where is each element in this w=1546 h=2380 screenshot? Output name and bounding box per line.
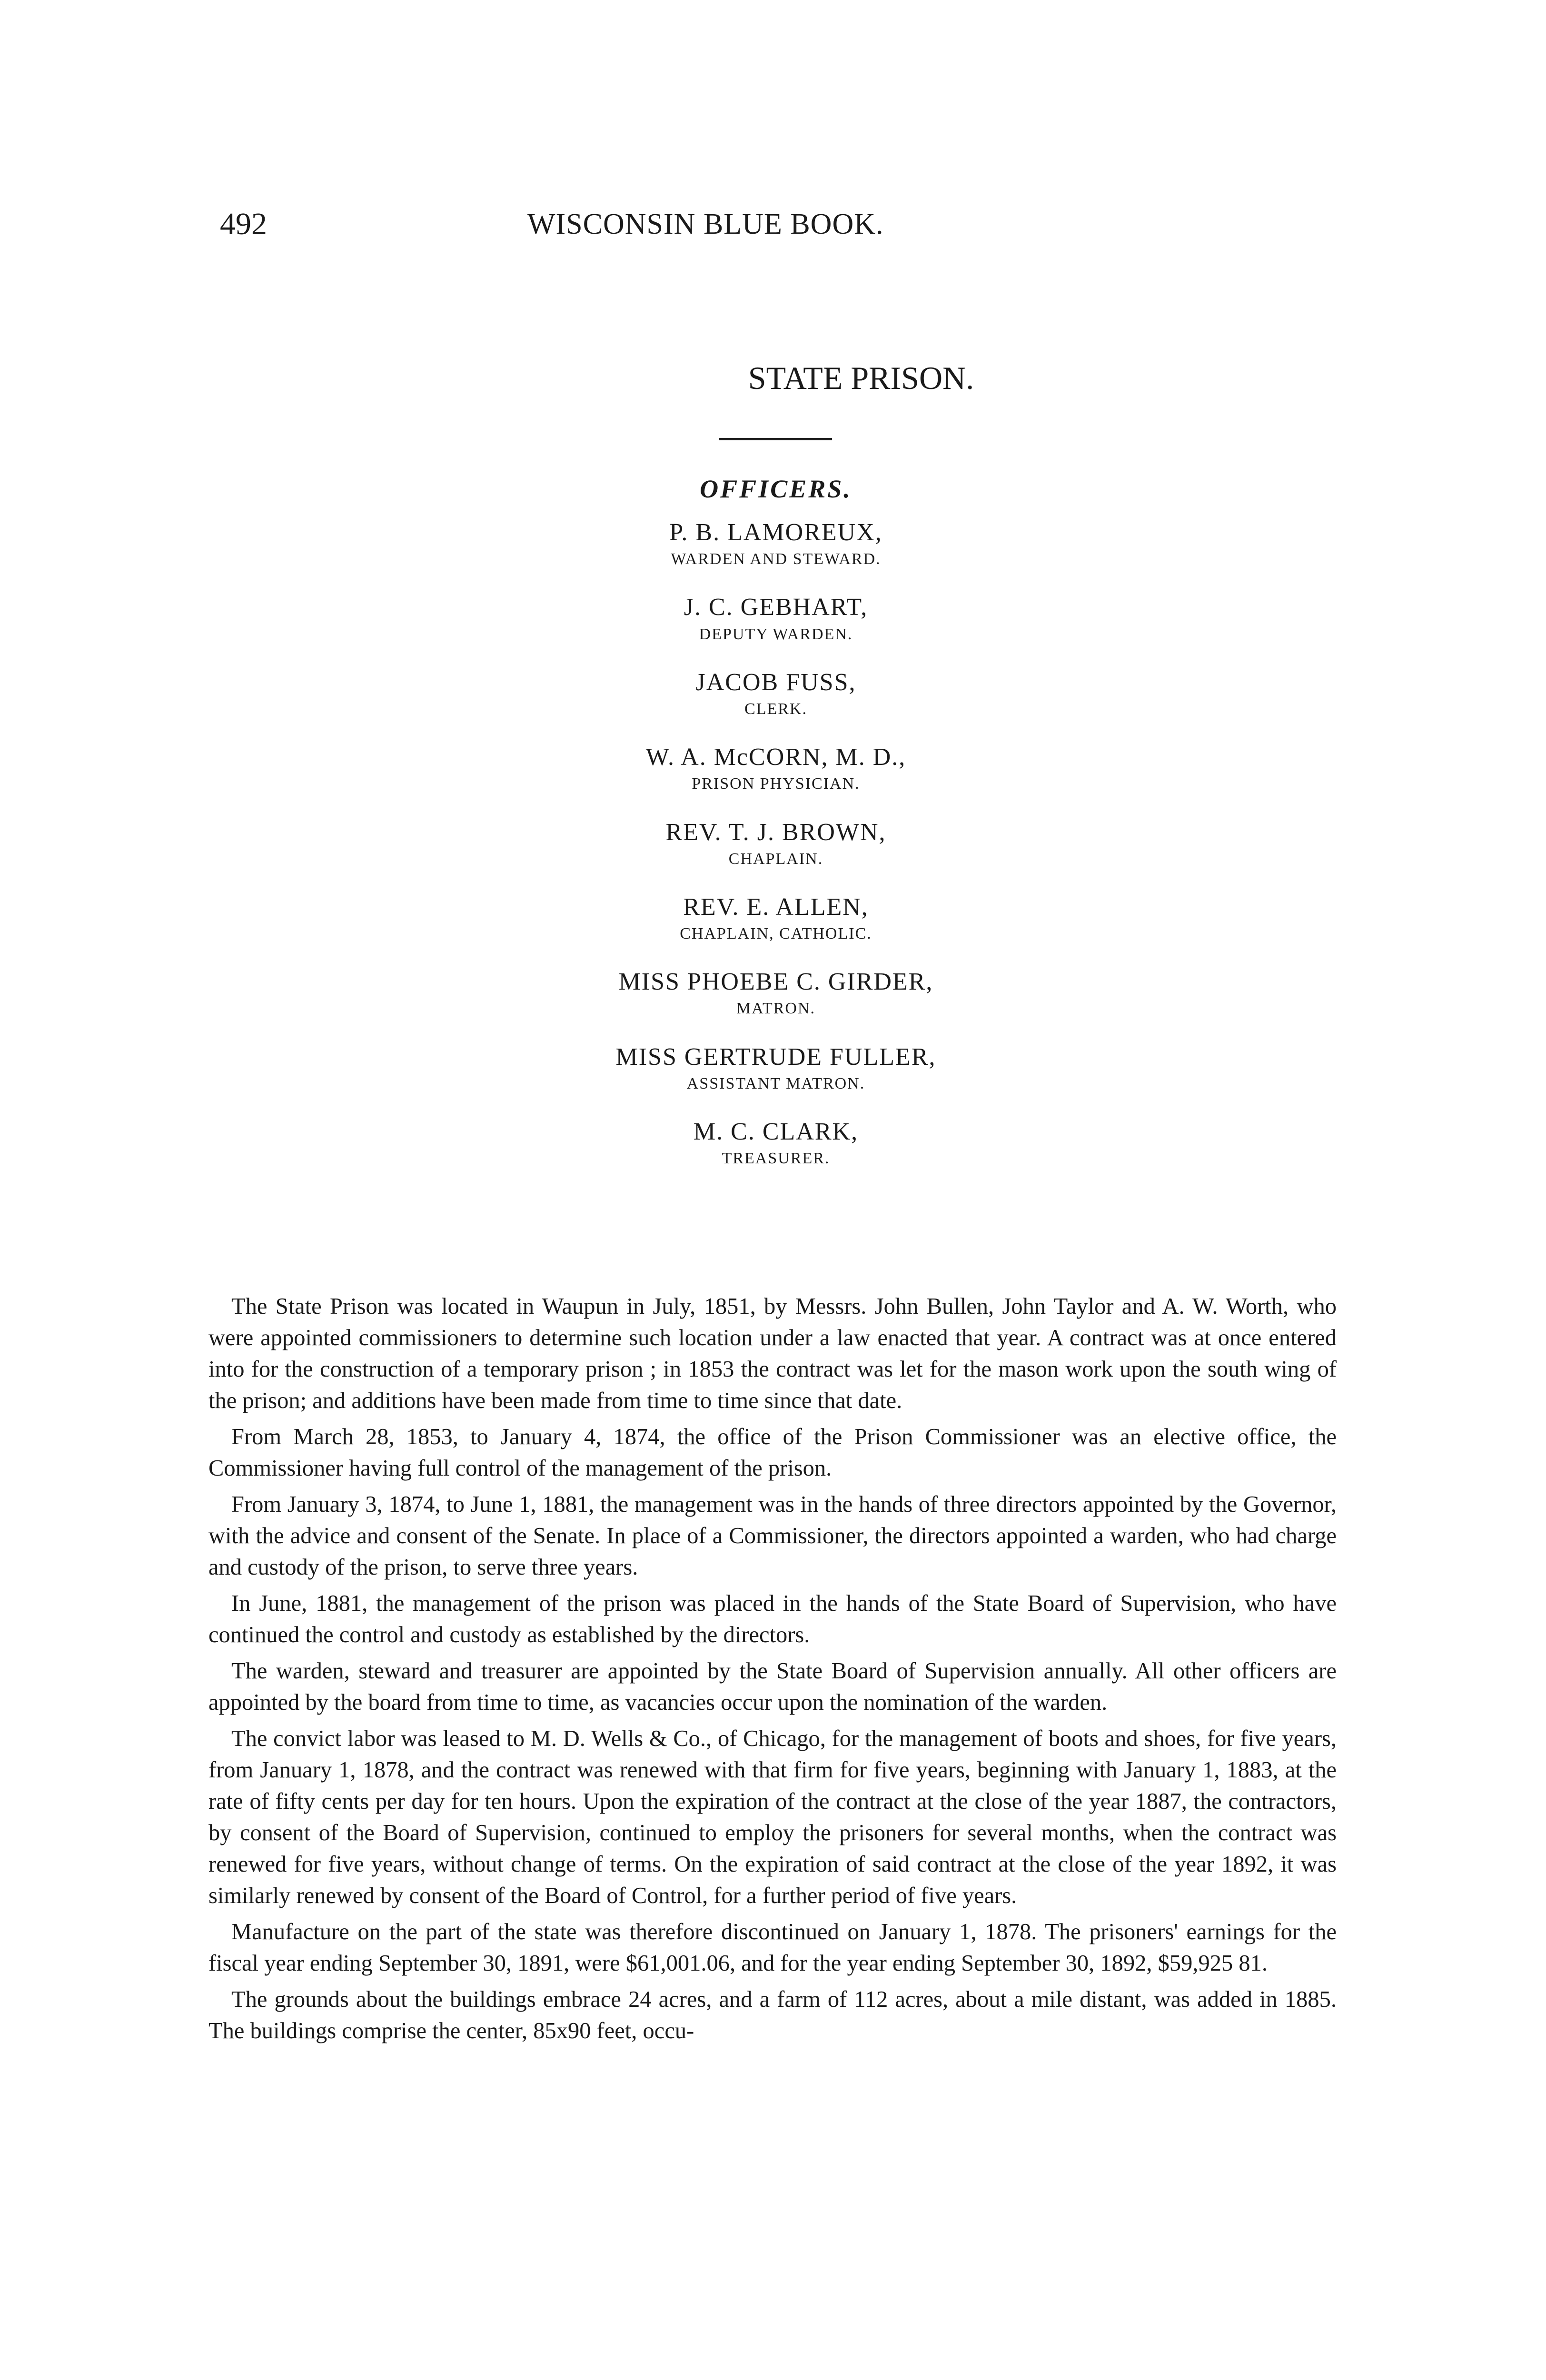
paragraph: The grounds about the buildings embrace 24 acres, and a farm of 112 acres, about a mile distant, was added in 1885. The buildings comprise the center, 85x90 feet, occu-	[208, 1987, 1337, 2043]
officer-title: MATRON.	[736, 1000, 816, 1018]
body-text	[208, 1291, 1337, 2052]
officer-entry	[524, 669, 1028, 720]
officers-heading: OFFICERS.	[700, 475, 852, 503]
officer-name: M. C. CLARK,	[693, 1118, 859, 1145]
officer-entry	[524, 893, 1028, 944]
title-rule	[719, 438, 832, 440]
page-number: 492	[220, 207, 267, 241]
officer-title: CHAPLAIN.	[728, 850, 823, 868]
section-title: STATE PRISON.	[748, 360, 974, 396]
officer-name: J. C. GEBHART,	[684, 594, 868, 621]
officer-name: REV. E. ALLEN,	[683, 893, 869, 921]
officer-name: W. A. McCORN, M. D.,	[645, 744, 906, 771]
paragraph: The State Prison was located in Waupun in July, 1851, by Messrs. John Bullen, John Taylor and A. W. Worth, who were appointed commissioners to determine such location under a law enacted that year. A contract was at once entered into for the construction of a temporary prison ; in 1853 the contract was let for the mason work upon the south wing of the prison; and additions have been made from time to time since that date.	[208, 1294, 1337, 1413]
officer-title: WARDEN AND STEWARD.	[671, 550, 881, 568]
officer-title: ASSISTANT MATRON.	[686, 1074, 865, 1092]
officer-title: CLERK.	[744, 700, 807, 718]
officer-name: P. B. LAMOREUX,	[669, 519, 882, 546]
officer-entry	[524, 594, 1028, 645]
officer-name: MISS PHOEBE C. GIRDER,	[618, 968, 933, 996]
officer-title: CHAPLAIN, CATHOLIC.	[680, 925, 872, 943]
paragraph: In June, 1881, the management of the prison was placed in the hands of the State Board of Supervision, who have continued the control and custody as established by the directors.	[208, 1591, 1337, 1647]
officer-name: JACOB FUSS,	[695, 668, 856, 696]
officer-name: MISS GERTRUDE FULLER,	[615, 1043, 936, 1071]
officer-entry	[524, 968, 1028, 1019]
paragraph: From January 3, 1874, to June 1, 1881, the management was in the hands of three directors appointed by the Governor, with the advice and consent of the Senate. In place of a Commissioner, the directors appointed a warden, who had charge and custody of the prison, to serve three years.	[208, 1492, 1337, 1580]
officer-title: DEPUTY WARDEN.	[699, 625, 853, 643]
paragraph: The convict labor was leased to M. D. Wells & Co., of Chicago, for the management of boots and shoes, for five years, from January 1, 1878, and the contract was renewed with that firm for five years, beginning with January 1, 1883, at the rate of fifty cents per day for ten hours. Upon the expiration of the contract at the close of the year 1887, the contractors, by consent of the Board of Supervision, continued to employ the prisoners for several months, when the contract was renewed for five years, without change of terms. On the expiration of said contract at the close of the year 1892, it was similarly renewed by consent of the Board of Control, for a further period of five years.	[208, 1726, 1337, 1908]
officer-entry	[524, 1043, 1028, 1094]
officer-title: PRISON PHYSICIAN.	[692, 775, 860, 793]
officer-entry	[524, 1118, 1028, 1169]
running-head: WISCONSIN BLUE BOOK.	[527, 208, 884, 240]
paragraph: The warden, steward and treasurer are appointed by the State Board of Supervision annually. All other officers are appointed by the board from time to time, as vacancies occur upon the nomination of the warden.	[208, 1658, 1337, 1715]
officer-entry	[524, 744, 1028, 794]
officer-name: REV. T. J. BROWN,	[665, 818, 886, 846]
paragraph: From March 28, 1853, to January 4, 1874, the office of the Prison Commissioner was an elective office, the Commissioner having full control of the management of the prison.	[208, 1424, 1337, 1481]
officer-entry	[524, 519, 1028, 570]
officer-title: TREASURER.	[722, 1150, 830, 1168]
paragraph: Manufacture on the part of the state was therefore discontinued on January 1, 1878. The prisoners' earnings for the fiscal year ending September 30, 1891, were $61,001.06, and for the year ending September 30, 1892, $59,925 81.	[208, 1919, 1337, 1976]
officers-list	[524, 476, 1028, 1193]
officer-entry	[524, 819, 1028, 870]
